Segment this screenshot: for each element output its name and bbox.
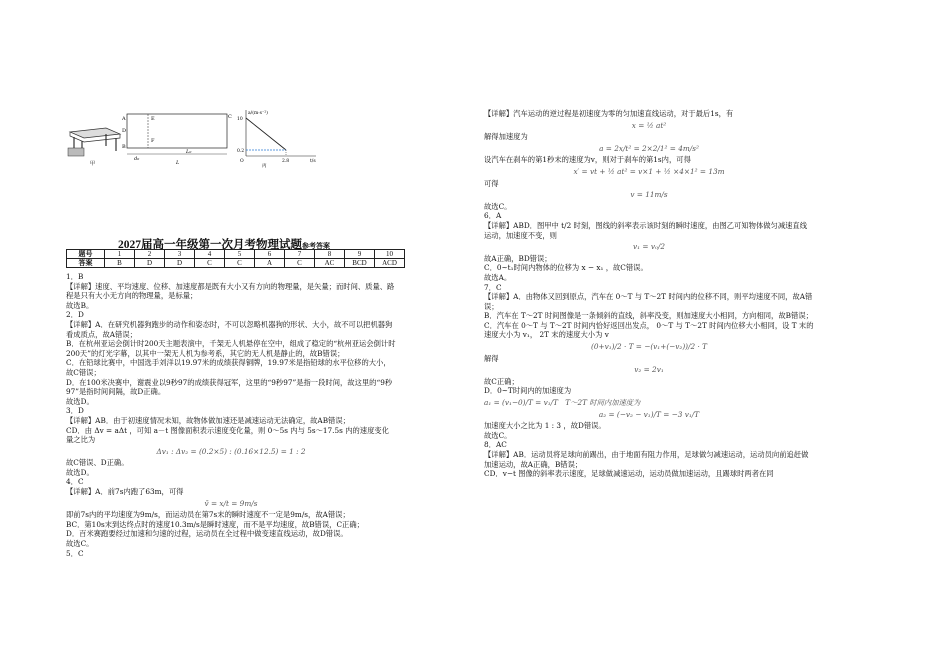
equation: x′ = vt + ½ at² = v×1 + ½ ×4×1² = 13m: [573, 166, 725, 176]
text-line: B．汽车在 T～2T 时间图像是一条倾斜的直线，斜率没变，则加速度大小相同，方向相同，故B错误；: [484, 311, 813, 321]
figure-label: L₀: [186, 149, 192, 155]
figure-label: A: [122, 116, 126, 122]
text-line: 可得: [484, 178, 499, 188]
equation: v₁ = v₀/2: [633, 242, 665, 252]
text-line: 【详解】汽车运动的逆过程是初速度为零的匀加速直线运动，对于最后1s，有: [484, 109, 734, 118]
right-column: [484, 109, 814, 479]
text-line: CD．v−t 图像的斜率表示速度，足球做减速运动，运动员做加速运动，且踢球时两者在同: [484, 469, 774, 479]
table-cell: D: [135, 259, 165, 268]
table-cell: 7: [285, 250, 315, 259]
table-cell: 8: [315, 250, 345, 259]
text-line: 故C错误、D正确。: [66, 458, 129, 468]
text-line: D．百米赛跑要经过加速和匀速的过程，运动员在全过程中做变速直线运动，故D错误。: [66, 529, 348, 539]
equation: v̄ = x/t = 9m/s: [204, 498, 258, 508]
table-cell: AC: [315, 259, 345, 268]
text-line: B．在杭州亚运会倒计时200天主题表演中，千架无人机悬停在空中，组成了稳定的“杭州亚运会倒计时200天”的灯光字幕，以其中一架无人机为参考系，其它的无人机是静止的，故B错误；: [66, 339, 396, 358]
figure-label: F: [151, 138, 155, 144]
table-row: [67, 259, 405, 268]
figure-label: L: [176, 160, 180, 166]
text-line: 故选C。: [484, 201, 512, 211]
text-line: 4．C: [66, 477, 84, 487]
text-line: 8．AC: [484, 440, 507, 450]
figure-label: 2.8: [282, 159, 290, 164]
text-line: D．在100米决赛中，谢震业以9秒97的成绩获得冠军，这里的“9秒97”是指一段时间，故这里的“9秒97”是指时间间隔，故D正确。: [66, 377, 393, 397]
answer-table: [66, 249, 405, 268]
equation: a₁ = (v₁−0)/T = v₁/T T～2T 时间内加速度为: [484, 398, 641, 408]
text-line: 1．B: [66, 272, 84, 281]
text-line: 2．D: [66, 310, 84, 320]
equation: x = ½ at²: [631, 120, 667, 130]
page-title: 2027届高一年级第一次月考物理试题参考答案: [118, 239, 330, 251]
table-cell: C: [285, 259, 315, 268]
physics-figure: [66, 108, 326, 168]
table-cell: A: [255, 259, 285, 268]
equation: v₂ = 2v₁: [634, 365, 664, 375]
text-line: D．0~T时间内的加速度为: [484, 386, 572, 396]
text-line: 解得加速度为: [484, 132, 528, 142]
text-line: 故选A。: [484, 272, 512, 282]
table-illustration: [68, 128, 120, 156]
figure-label: 丙: [262, 164, 267, 168]
table-cell: 9: [345, 250, 375, 259]
field-schematic: [121, 114, 232, 166]
figure-label: B: [122, 144, 126, 150]
equation: a₂ = (−v₂ − v₁)/T = −3 v₁/T: [598, 409, 700, 419]
table-cell: 1: [105, 250, 135, 259]
table-row: [67, 250, 405, 259]
text-line: 故选C。: [484, 430, 512, 440]
equation: v = 11m/s: [630, 190, 668, 200]
text-line: 【详解】A．前7s内跑了63m，可得: [66, 487, 184, 497]
text-line: C．汽车在 0～T 与 T～2T 时间内恰好返回出发点， 0～T 与 T～2T 时间内位移大小相同，设 T 末的速度大小为 v₁， 2T 末的速度大小为 v: [484, 320, 814, 340]
table-cell: 6: [255, 250, 285, 259]
table-cell: 3: [165, 250, 195, 259]
table-cell: 5: [225, 250, 255, 259]
left-column: [66, 272, 396, 558]
figure-label: C: [228, 114, 232, 120]
text-line: 设汽车在刹车的第1秒末的速度为v，则对于刹车的第1s内，可得: [484, 155, 691, 165]
figure-label: t/s: [310, 159, 316, 164]
text-line: 【详解】A．由物体又回到原点，汽车在 0～T 与 T～2T 时间内的位移不同，则平均速度不同，故A错误；: [484, 292, 813, 311]
label-jia: 甲: [90, 161, 96, 167]
figure-label: a/(m·s⁻²): [248, 111, 268, 116]
text-line: 故选D。: [66, 467, 94, 477]
text-line: 故C正确；: [484, 376, 519, 386]
text-line: 【详解】AB．运动员将足球向前踢出，由于地面有阻力作用，足球做匀减速运动，运动员向前追赶做加速运动，故A正确，B错误；: [484, 450, 809, 469]
table-cell: C: [225, 259, 255, 268]
text-line: 【详解】A．在研究机器狗跑步的动作和姿态时，不可以忽略机器狗的形状、大小，故不可以把机器狗看成质点，故A错误；: [66, 319, 393, 339]
text-line: C．0~t₁时间内物体的位移为 x − x₁ ，故C错误。: [484, 263, 648, 273]
text-line: 即前7s内的平均速度为9m/s，而运动员在第7s末的瞬时速度不一定是9m/s，故A错误；: [66, 510, 350, 520]
text-line: 故选C。: [66, 539, 94, 549]
text-line: CD．由 Δv = aΔt ，可知 a－t 图像面积表示速度变化量，则 0～5s 内与 5s～17.5s 内的速度变化量之比为: [66, 425, 389, 445]
text-line: 7．C: [484, 282, 502, 292]
table-cell: BCD: [345, 259, 375, 268]
table-cell: 答案: [67, 259, 105, 268]
figure-label: O: [240, 159, 244, 164]
equation: (0+v₁)/2 · T = −(v₁+(−v₂))/2 · T: [591, 342, 707, 352]
text-line: 加速度大小之比为 1 : 3 ，故D错误。: [484, 421, 606, 431]
equation: Δv₁ : Δv₂ = (0.2×5) : (0.16×12.5) = 1 : 2: [156, 446, 306, 456]
text-line: C．在铅球比赛中，中国选手刘洋以19.97米的成绩获得铜牌，19.97米是指铅球的水平位移的大小，故C错误；: [66, 358, 391, 377]
text-line: 6．A: [484, 211, 502, 221]
table-cell: 10: [375, 250, 405, 259]
text-line: 【详解】AB．由于初速度情况未知，故物体做加速还是减速运动无法确定，故AB错误；: [66, 415, 350, 425]
table-cell: D: [165, 259, 195, 268]
figure-label: E: [151, 116, 155, 122]
figure-label: D: [122, 128, 127, 134]
table-cell: ACD: [375, 259, 405, 268]
table-cell: B: [105, 259, 135, 268]
text-line: 故选B。: [66, 300, 94, 310]
table-cell: 4: [195, 250, 225, 259]
text-line: 【详解】ABD．图甲中 t/2 时刻，图线的斜率表示该时刻的瞬时速度，由图乙可知物体做匀减速直线运动，加速度不变，则: [484, 220, 808, 240]
text-line: BC．第10s末到达终点时的速度10.3m/s是瞬时速度，而不是平均速度，故B错误，C正确；: [66, 519, 364, 529]
figure-label: 10: [237, 117, 243, 122]
text-line: 故A正确，BD错误；: [484, 253, 552, 263]
acceleration-time-graph: [237, 109, 316, 168]
text-line: 5．C: [66, 548, 84, 558]
text-line: 【详解】速度、平均速度、位移、加速度都是既有大小又有方向的物理量，是矢量；而时间、质量、路程是只有大小无方向的物理量，是标量；: [66, 281, 395, 301]
text-line: 故选D。: [66, 396, 94, 406]
table-cell: 题号: [67, 250, 105, 259]
table-cell: C: [195, 259, 225, 268]
figure-label: d₀: [134, 156, 140, 162]
text-line: 解得: [484, 353, 499, 363]
equation: a = 2x/t² = 2×2/1² = 4m/s²: [599, 143, 699, 153]
table-cell: 2: [135, 250, 165, 259]
figure-label: 0.2: [237, 149, 245, 154]
text-line: 3．D: [66, 406, 84, 416]
